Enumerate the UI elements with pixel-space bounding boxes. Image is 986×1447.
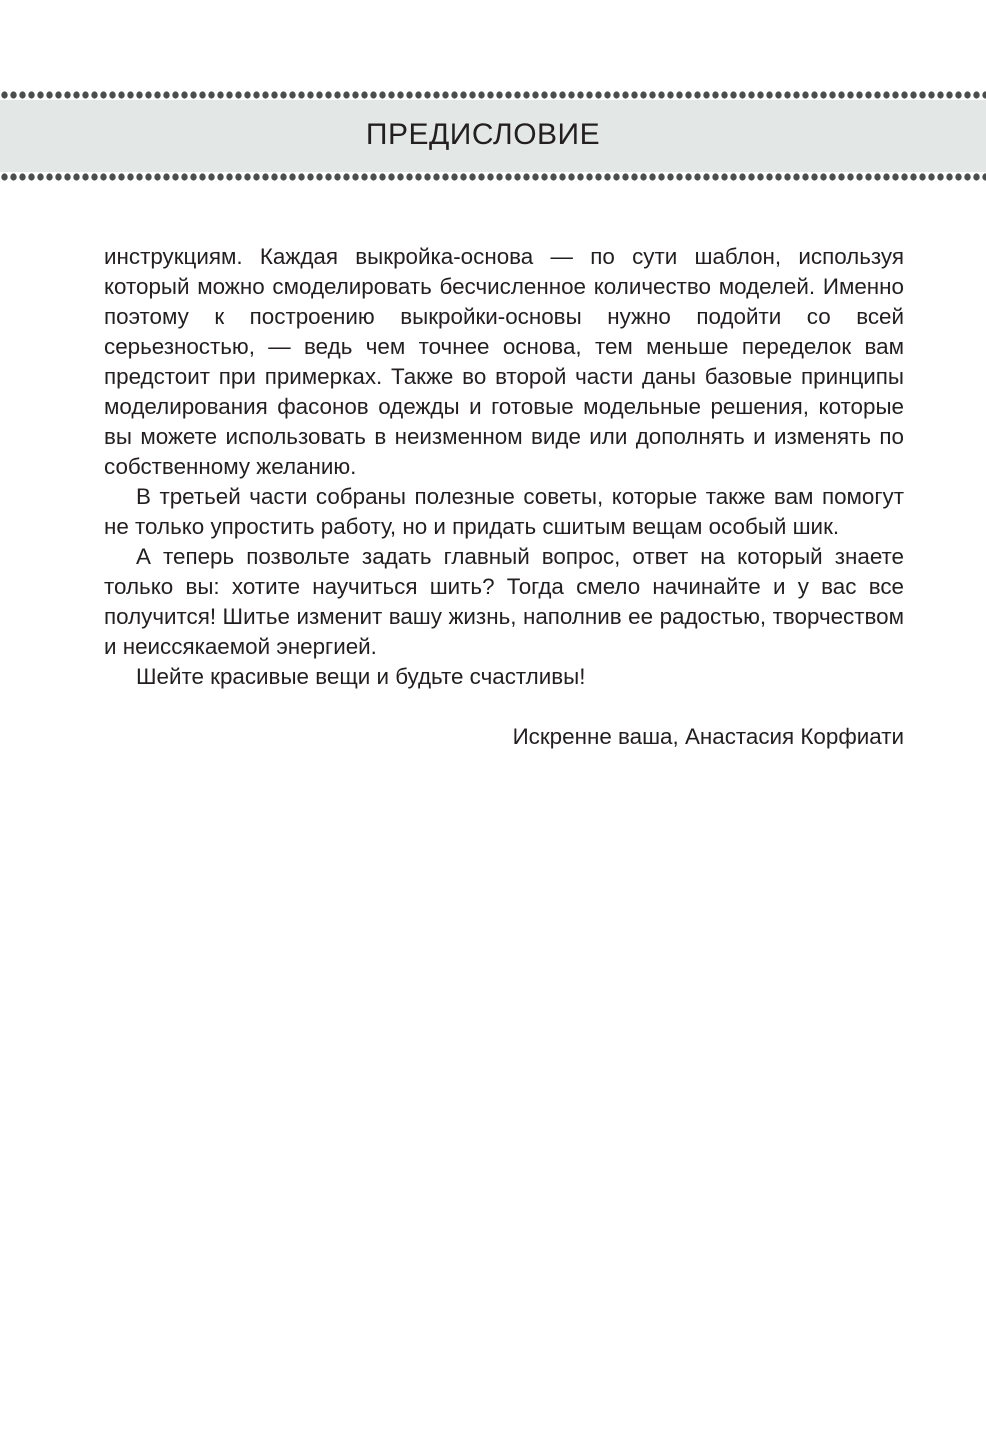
- body-text: [104, 242, 904, 692]
- header-band: [0, 88, 986, 184]
- page-title: ПРЕДИСЛОВИЕ: [365, 118, 601, 151]
- paragraph-continuation: инструкциям. Каждая выкройка-основа — по сути шаблон, используя который можно смоделировать бесчисленное количество моделей. Именно поэтому к построению выкройки-основы нужно подойти со всей серьезностью, — ведь чем точнее основа, тем меньше переделок вам предстоит при примерках. Также во второй части даны базовые принципы моделирования фасонов одежды и готовые модельные решения, которые вы можете использовать в неизменном виде или дополнять и изменять по собственному желанию.: [104, 244, 904, 479]
- author-signature: Искренне ваша, Анастасия Корфиати: [512, 724, 904, 749]
- stitch-border-top: [0, 88, 986, 100]
- stitch-border-bottom: [0, 172, 986, 184]
- paragraph-closing: Шейте красивые вещи и будьте счастливы!: [136, 664, 586, 689]
- paragraph-third-part: В третьей части собраны полезные советы, которые также вам помогут не только упростить работу, но и придать сшитым вещам особый шик.: [104, 484, 904, 539]
- paragraph-question: А теперь позвольте задать главный вопрос, ответ на который знаете только вы: хотите научиться шить? Тогда смело начинайте и у вас все получится! Шитье изменит вашу жизнь, наполнив ее радостью, творчеством и неиссякаемой энергией.: [104, 544, 904, 659]
